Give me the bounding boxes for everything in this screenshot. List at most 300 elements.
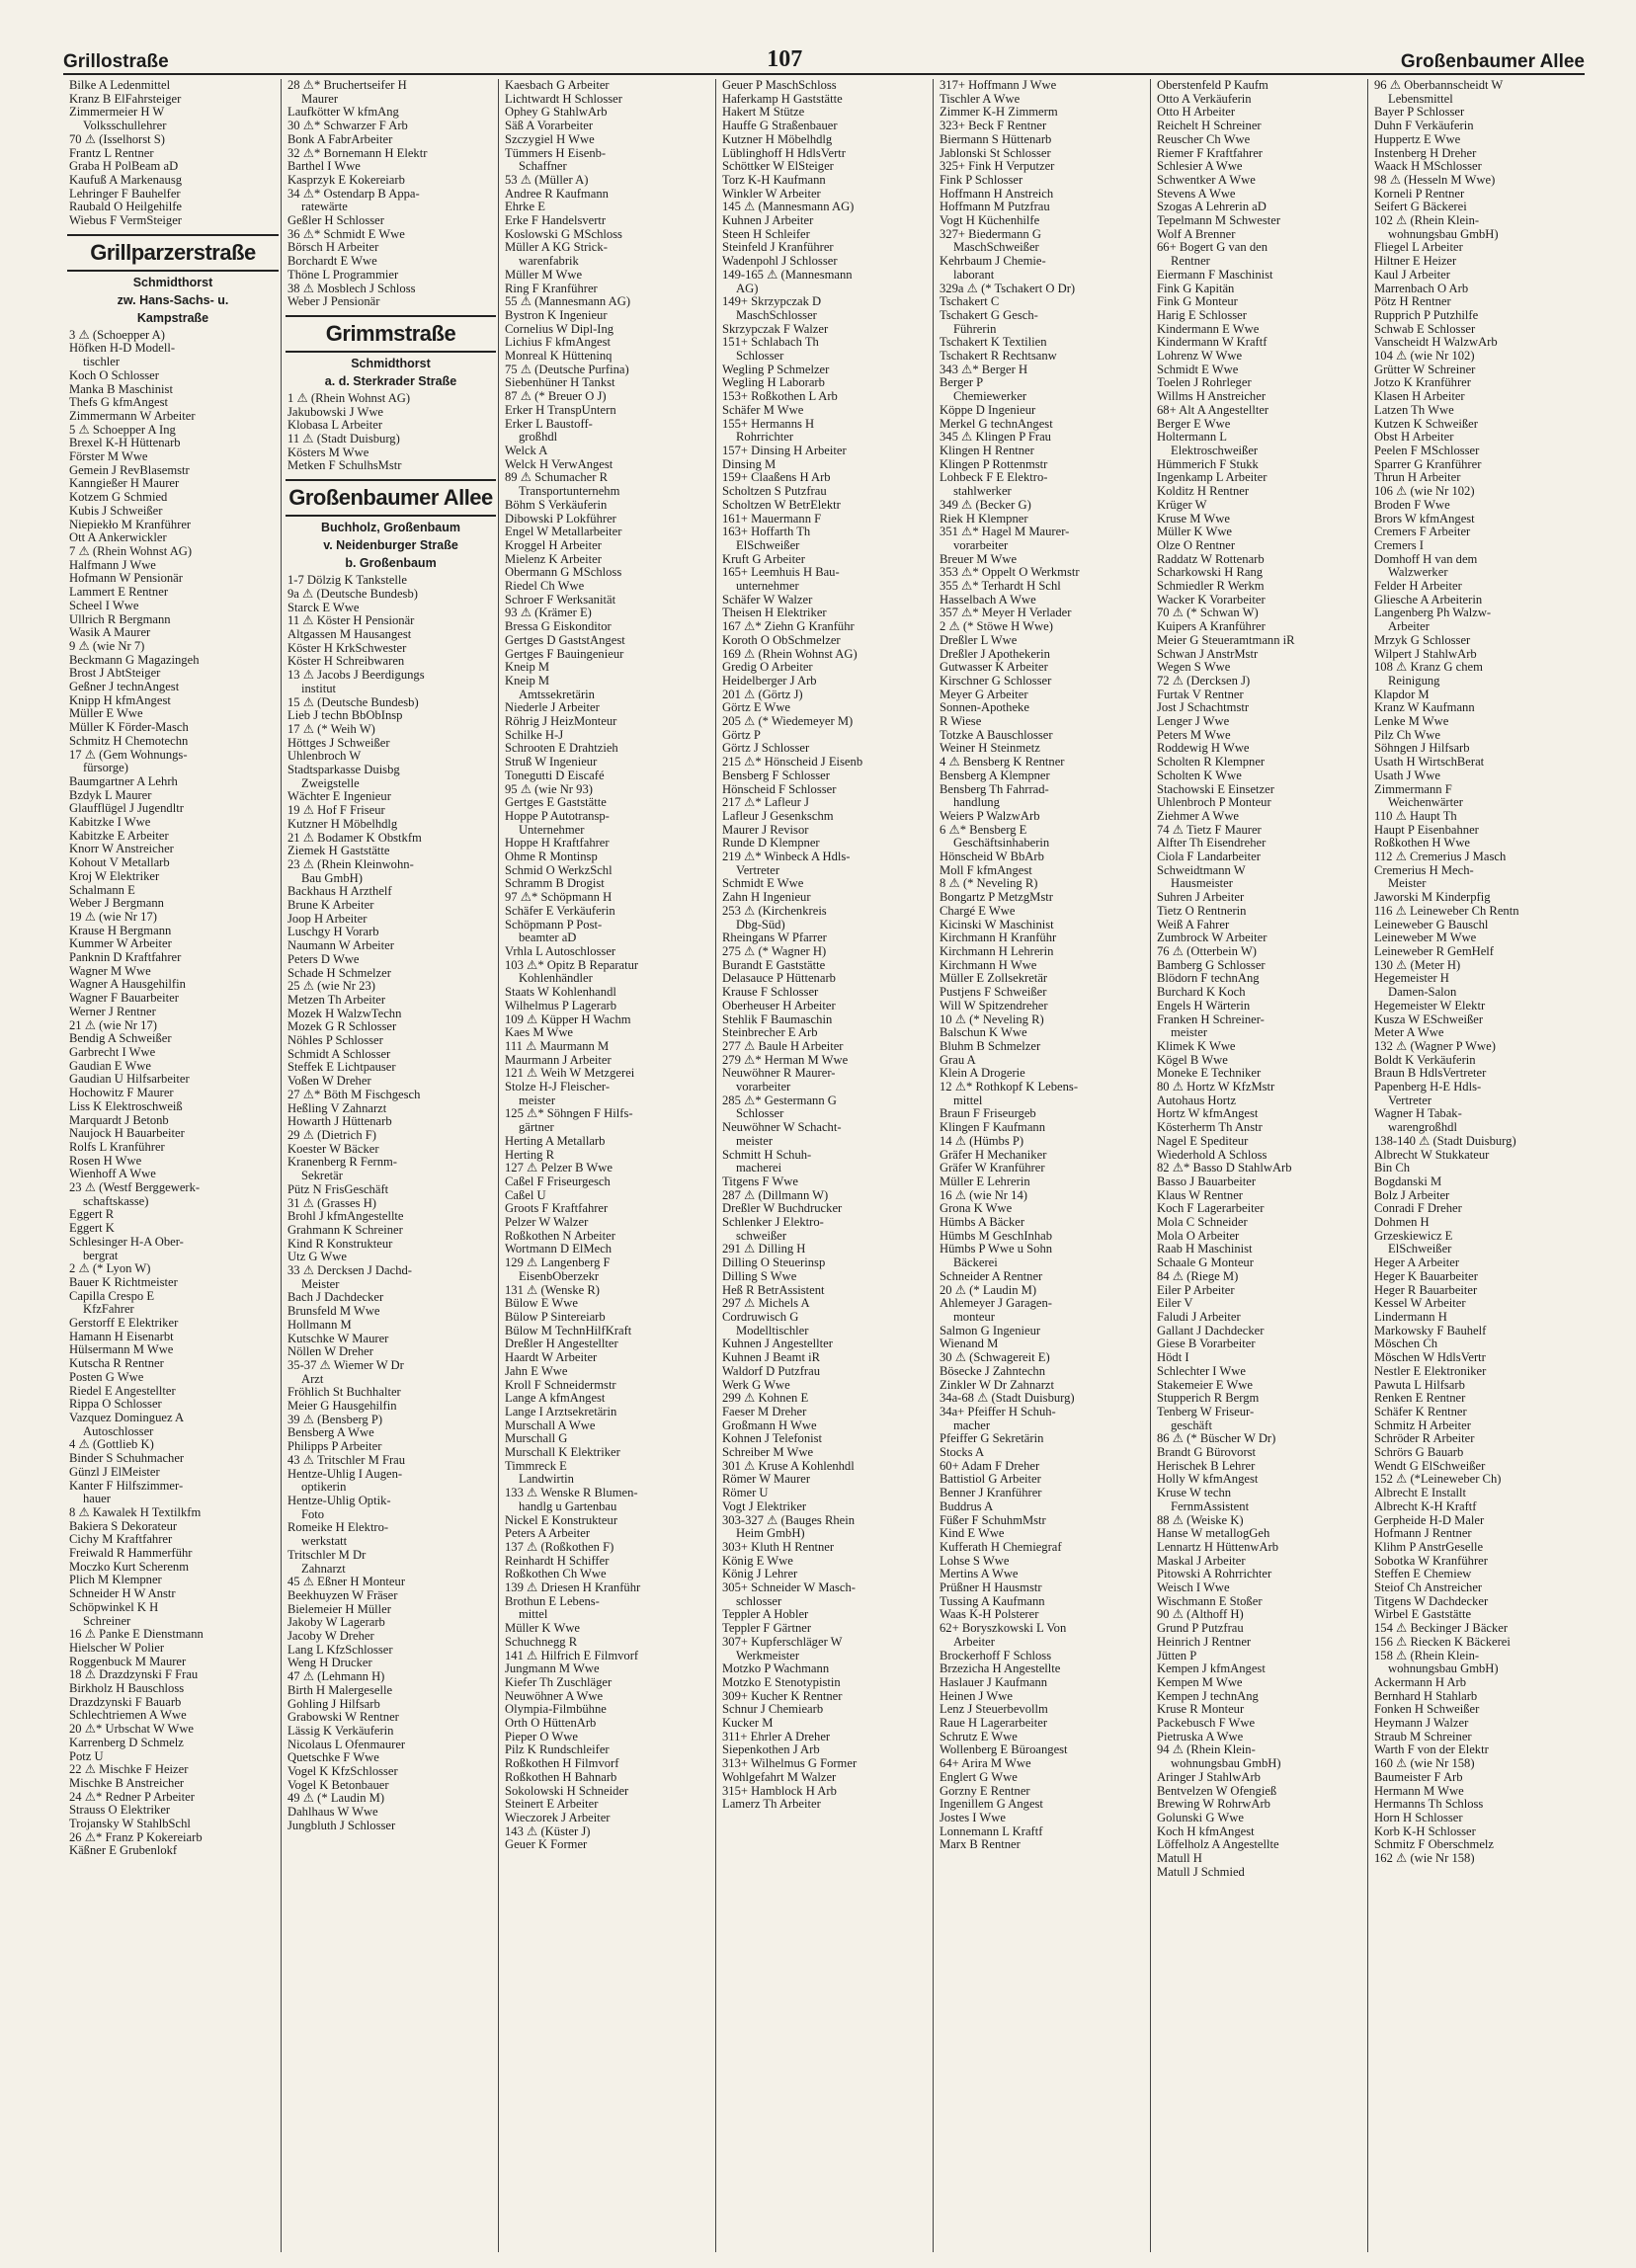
directory-entry: Schmidt E Wwe: [1157, 362, 1239, 376]
directory-entry: Starck E Wwe: [287, 600, 360, 614]
directory-entry: Käßner E Grubenlokf: [69, 1843, 178, 1858]
directory-entry: 152 ⚠ (*Leineweber Ch): [1374, 1472, 1502, 1487]
directory-entry: 36 ⚠* Schmidt E Wwe: [287, 226, 405, 241]
entry-continuation: Bau GmbH): [301, 870, 363, 885]
directory-entry: Waas K-H Polsterer: [940, 1607, 1039, 1622]
directory-entry: Grahmann K Schreiner: [287, 1222, 403, 1237]
directory-entry: Nöhles P Schlosser: [287, 1033, 383, 1048]
directory-entry: Schöpwinkel K H: [69, 1599, 159, 1614]
entry-continuation: monteur: [953, 1309, 995, 1324]
directory-entry: 87 ⚠ (* Breuer O J): [505, 389, 607, 404]
directory-entry: Naujock H Bauarbeiter: [69, 1126, 185, 1141]
directory-entry: Hödt I: [1157, 1350, 1189, 1365]
directory-entry: Salmon G Ingenieur: [940, 1323, 1041, 1337]
directory-entry: Schaale G Monteur: [1157, 1256, 1254, 1270]
directory-entry: 138-140 ⚠ (Stadt Duisburg): [1374, 1133, 1516, 1148]
directory-entry: Bülow M TechnHilfKraft: [505, 1323, 632, 1337]
directory-entry: Eiler V: [1157, 1296, 1193, 1311]
directory-entry: Zimmermann F: [1374, 781, 1452, 796]
directory-entry: Bzdyk L Maurer: [69, 787, 152, 802]
directory-entry: Wächter E Ingenieur: [287, 789, 391, 804]
directory-entry: Schöttker W ElSteiger: [722, 159, 834, 174]
entry-continuation: Lebensmittel: [1388, 91, 1453, 106]
directory-entry: 14 ⚠ (Hümbs P): [940, 1133, 1024, 1148]
directory-entry: Knorr W Anstreicher: [69, 842, 174, 856]
directory-entry: Pelzer W Walzer: [505, 1215, 589, 1230]
entry-continuation: MaschSchlosser: [736, 307, 817, 322]
entry-continuation: Vertreter: [1388, 1093, 1432, 1107]
directory-entry: Klasen H Arbeiter: [1374, 389, 1465, 404]
directory-entry: Köster H Schreibwaren: [287, 654, 405, 669]
directory-entry: Vrhla L Autoschlosser: [505, 944, 616, 958]
entry-continuation: Autoschlosser: [83, 1423, 154, 1438]
directory-entry: Bayer P Schlosser: [1374, 105, 1465, 120]
entry-continuation: Landwirtin: [519, 1472, 574, 1487]
directory-entry: Leineweber G Bauschl: [1374, 917, 1489, 932]
directory-entry: Tschakert K Textilien: [940, 335, 1047, 350]
directory-entry: Hielscher W Polier: [69, 1640, 165, 1655]
entry-continuation: Hausmeister: [1171, 876, 1233, 891]
directory-entry: Kabitzke I Wwe: [69, 815, 151, 830]
directory-entry: Suhren J Arbeiter: [1157, 890, 1245, 905]
directory-entry: Pötz H Rentner: [1374, 294, 1451, 309]
directory-entry: Merkel G technAngest: [940, 416, 1053, 431]
directory-entry: Ehrke E: [505, 200, 545, 214]
directory-entry: Winkler W Arbeiter: [722, 186, 821, 201]
directory-entry: Wegling H Laborarb: [722, 375, 825, 390]
directory-entry: Marx B Rentner: [940, 1837, 1021, 1852]
entry-continuation: Chemiewerker: [953, 389, 1027, 404]
directory-entry: 279 ⚠* Herman M Wwe: [722, 1052, 849, 1067]
directory-entry: Schlesinger H-A Ober-: [69, 1234, 184, 1249]
directory-entry: Wilhelmus P Lagerarb: [505, 998, 617, 1012]
directory-entry: Bach J Dachdecker: [287, 1290, 384, 1305]
directory-entry: Caßel F Friseurgesch: [505, 1174, 611, 1188]
directory-entry: Fröhlich St Buchhalter: [287, 1385, 401, 1400]
directory-entry: Geßler H Schlosser: [287, 213, 384, 228]
directory-entry: Duhn F Verkäuferin: [1374, 119, 1474, 133]
directory-entry: Wegling P Schmelzer: [722, 362, 830, 376]
directory-entry: Vogel K KfzSchlosser: [287, 1764, 398, 1779]
directory-entry: Huppertz E Wwe: [1374, 131, 1461, 146]
entry-continuation: Sekretär: [301, 1169, 343, 1183]
directory-entry: Steen H Schleifer: [722, 226, 810, 241]
directory-entry: Sonnen-Apotheke: [940, 700, 1029, 715]
directory-entry: Bernhard H Stahlarb: [1374, 1688, 1478, 1703]
directory-entry: 7 ⚠ (Rhein Wohnst AG): [69, 543, 193, 558]
directory-entry: Wischmann E Stoßer: [1157, 1593, 1263, 1608]
directory-entry: Matull J Schmied: [1157, 1864, 1245, 1879]
directory-entry: Cordruwisch G: [722, 1309, 799, 1324]
entry-continuation: Werkmeister: [736, 1648, 800, 1662]
directory-entry: Panknin D Kraftfahrer: [69, 950, 182, 965]
directory-entry: 215 ⚠* Hönscheid J Eisenb: [722, 755, 863, 770]
directory-entry: 9a ⚠ (Deutsche Bundesb): [287, 586, 418, 601]
directory-entry: Lieb J techn BbObInsp: [287, 708, 403, 723]
directory-entry: Pieper O Wwe: [505, 1729, 578, 1743]
directory-entry: Wiederhold A Schloss: [1157, 1147, 1268, 1162]
entry-continuation: Schlosser: [736, 1106, 784, 1121]
directory-entry: Dreßler J Apothekerin: [940, 646, 1050, 661]
directory-entry: Scholten R Klempner: [1157, 755, 1266, 770]
directory-entry: Skrzypczak F Walzer: [722, 321, 829, 336]
directory-entry: Lang L KfzSchlosser: [287, 1642, 393, 1657]
directory-entry: Kummer W Arbeiter: [69, 936, 172, 951]
directory-entry: Weiers P WalzwArb: [940, 808, 1040, 823]
directory-entry: Albrecht W Stukkateur: [1374, 1147, 1490, 1162]
directory-entry: Scharkowski H Rang: [1157, 565, 1264, 580]
directory-entry: Motzko P Wachmann: [722, 1661, 830, 1676]
entry-continuation: macherei: [736, 1161, 782, 1175]
directory-entry: Gohling J Hilfsarb: [287, 1696, 380, 1711]
directory-entry: Niepiekło M Kranführer: [69, 517, 192, 531]
directory-entry: Meter A Wwe: [1374, 1025, 1444, 1040]
directory-entry: Lindermann H: [1374, 1309, 1447, 1324]
directory-entry: Tschakert G Gesch-: [940, 307, 1038, 322]
directory-entry: 35-37 ⚠ Wiemer W Dr: [287, 1357, 404, 1372]
directory-entry: Brunsfeld M Wwe: [287, 1304, 380, 1319]
directory-entry: Koester W Bäcker: [287, 1141, 379, 1156]
entry-continuation: wohnungsbau GmbH): [1388, 226, 1499, 241]
directory-entry: 76 ⚠ (Otterbein W): [1157, 944, 1257, 958]
directory-entry: 80 ⚠ Hortz W KfzMstr: [1157, 1080, 1275, 1094]
street-location: v. Neidenburger Straße: [323, 538, 458, 553]
directory-entry: Rosen H Wwe: [69, 1153, 142, 1168]
directory-entry: Ingenillem G Angest: [940, 1797, 1043, 1812]
entry-continuation: Kohlenhändler: [519, 971, 593, 986]
directory-entry: Bluhm B Schmelzer: [940, 1038, 1041, 1053]
directory-entry: Jakoby W Lagerarb: [287, 1615, 385, 1630]
directory-entry: 70 ⚠ (Isselhorst S): [69, 131, 165, 146]
directory-entry: Aringer J StahlwArb: [1157, 1769, 1261, 1784]
directory-entry: Klingen F Kaufmann: [940, 1120, 1046, 1135]
directory-entry: 297 ⚠ Michels A: [722, 1296, 810, 1311]
directory-entry: Gräfer W Kranführer: [940, 1161, 1045, 1175]
directory-entry: Kehrbaum J Chemie-: [940, 254, 1046, 269]
directory-entry: 201 ⚠ (Görtz J): [722, 687, 803, 701]
directory-entry: Zimmermeier H W: [69, 105, 165, 120]
directory-entry: 323+ Beck F Rentner: [940, 119, 1047, 133]
directory-entry: 4 ⚠ Bensberg K Rentner: [940, 755, 1065, 770]
directory-entry: Hanse W metallogGeh: [1157, 1526, 1270, 1541]
column-3: [498, 79, 715, 2252]
directory-entry: Riek H Klempner: [940, 511, 1028, 526]
directory-entry: Großmann H Wwe: [722, 1418, 817, 1432]
directory-entry: Bressa G Eiskonditor: [505, 619, 612, 634]
directory-entry: Neuwöhner A Wwe: [505, 1688, 604, 1703]
directory-entry: Pütz N FrisGeschäft: [287, 1181, 389, 1196]
entry-continuation: Elektroschweißer: [1171, 443, 1259, 457]
directory-entry: Kroll F Schneidermstr: [505, 1377, 616, 1392]
entry-continuation: Dbg-Süd): [736, 917, 785, 932]
directory-entry: Uhlenbroch P Monteur: [1157, 795, 1271, 810]
directory-entry: Latzen Th Wwe: [1374, 402, 1454, 417]
directory-entry: 315+ Hamblock H Arb: [722, 1783, 837, 1798]
directory-entry: Marrenbach O Arb: [1374, 281, 1469, 295]
directory-entry: 62+ Boryszkowski L Von: [940, 1621, 1067, 1636]
directory-entry: Grütter W Schreiner: [1374, 362, 1476, 376]
directory-entry: 70 ⚠ (* Schwan W): [1157, 606, 1259, 620]
directory-entry: Hamann H Eisenarbt: [69, 1329, 174, 1343]
directory-entry: Romeike H Elektro-: [287, 1520, 389, 1535]
directory-entry: 104 ⚠ (wie Nr 102): [1374, 349, 1475, 364]
entry-continuation: FernmAssistent: [1171, 1498, 1250, 1513]
directory-entry: Zimmer K-H Zimmerm: [940, 105, 1058, 120]
directory-entry: Peters D Wwe: [287, 951, 360, 966]
directory-entry: Garbrecht I Wwe: [69, 1045, 156, 1059]
entry-continuation: bergrat: [83, 1248, 119, 1262]
directory-entry: Meier G Hausgehilfin: [287, 1399, 397, 1414]
directory-entry: Müller E Zollsekretär: [940, 971, 1048, 986]
directory-entry: Drazdzynski F Bauarb: [69, 1694, 182, 1709]
directory-entry: Benner J Kranführer: [940, 1486, 1042, 1500]
directory-entry: Stevens A Wwe: [1157, 186, 1236, 201]
directory-entry: 139 ⚠ Driesen H Kranführ: [505, 1580, 641, 1595]
directory-entry: Maurer J Revisor: [722, 822, 809, 837]
directory-entry: 149-165 ⚠ (Mannesmann: [722, 267, 853, 282]
directory-entry: Brandt G Bürovorst: [1157, 1445, 1257, 1460]
entry-continuation: wohnungsbau GmbH): [1388, 1661, 1499, 1676]
directory-entry: Scholtzen W BetrElektr: [722, 497, 841, 512]
directory-entry: Stolze H-J Fleischer-: [505, 1080, 611, 1094]
directory-entry: Jostes I Wwe: [940, 1811, 1006, 1824]
directory-entry: Hollmann M: [287, 1317, 352, 1332]
directory-entry: Börsch H Arbeiter: [287, 240, 379, 255]
directory-entry: Löffelholz A Angestellte: [1157, 1837, 1279, 1852]
directory-entry: 313+ Wilhelmus G Former: [722, 1756, 858, 1771]
directory-entry: Cornelius W Dipl-Ing: [505, 321, 614, 336]
directory-entry: Welck A: [505, 443, 548, 457]
directory-entry: 49 ⚠ (* Laudin M): [287, 1791, 385, 1806]
directory-entry: 11 ⚠ (Stadt Duisburg): [287, 432, 400, 446]
entry-continuation: Transportunternehm: [519, 484, 620, 499]
directory-entry: Förster M Wwe: [69, 449, 148, 464]
directory-entry: Roßkothen H Wwe: [1374, 836, 1471, 850]
directory-entry: Schweidtmann W: [1157, 862, 1246, 877]
directory-entry: Willms H Anstreicher: [1157, 389, 1267, 404]
directory-entry: 39 ⚠ (Bensberg P): [287, 1412, 383, 1426]
directory-entry: Bensberg A Wwe: [287, 1425, 374, 1440]
directory-entry: 23 ⚠ (Rhein Kleinwohn-: [287, 856, 414, 871]
directory-entry: 21 ⚠ (wie Nr 17): [69, 1017, 157, 1032]
directory-entry: Wagner H Tabak-: [1374, 1106, 1462, 1121]
directory-entry: Lenger J Wwe: [1157, 714, 1230, 729]
directory-entry: Rheingans W Pfarrer: [722, 931, 827, 945]
directory-entry: Roßkothen H Filmvorf: [505, 1756, 619, 1771]
directory-entry: Hortz W kfmAngest: [1157, 1106, 1259, 1121]
directory-entry: 15 ⚠ (Deutsche Bundesb): [287, 694, 419, 709]
directory-entry: 22 ⚠ Mischke F Heizer: [69, 1762, 189, 1777]
directory-entry: Schreiber M Wwe: [722, 1445, 814, 1460]
directory-entry: Bülow P Sintereiarb: [505, 1309, 606, 1324]
directory-entry: 19 ⚠ Hof F Friseur: [287, 803, 385, 818]
directory-entry: Albrecht E Installt: [1374, 1486, 1467, 1500]
directory-entry: Vazquez Dominguez A: [69, 1410, 185, 1424]
directory-entry: Pietruska A Wwe: [1157, 1729, 1244, 1743]
directory-entry: Lichius F kfmAngest: [505, 335, 612, 350]
directory-entry: Reinhardt H Schiffer: [505, 1553, 610, 1568]
directory-entry: Kögel B Wwe: [1157, 1052, 1228, 1067]
directory-entry: Engels H Wärterin: [1157, 998, 1251, 1012]
directory-entry: Mola O Arbeiter: [1157, 1228, 1240, 1243]
directory-entry: Kösterherm Th Anstr: [1157, 1120, 1263, 1135]
directory-entry: Kirchmann H Kranführ: [940, 931, 1057, 945]
entry-continuation: institut: [301, 681, 336, 695]
directory-entry: 29 ⚠ (Dietrich F): [287, 1128, 376, 1142]
directory-entry: Bentvelzen W Ofengieß: [1157, 1783, 1277, 1798]
directory-entry: Görtz J Schlosser: [722, 741, 810, 756]
directory-entry: Murschall G: [505, 1431, 568, 1446]
directory-entry: Söhngen J Hilfsarb: [1374, 741, 1470, 756]
entry-continuation: EisenbOberzekr: [519, 1268, 600, 1283]
directory-entry: Papenberg H-E Hdls-: [1374, 1080, 1482, 1094]
directory-entry: Haardt W Arbeiter: [505, 1350, 598, 1365]
directory-entry: Luschgy H Vorarb: [287, 925, 379, 939]
directory-entry: Schwentker A Wwe: [1157, 172, 1256, 187]
directory-entry: Chargé E Wwe: [940, 903, 1016, 918]
directory-entry: Heger R Bauarbeiter: [1374, 1282, 1478, 1297]
directory-entry: Fink G Monteur: [1157, 294, 1238, 309]
directory-entry: Bin Ch: [1374, 1161, 1411, 1175]
directory-entry: Stehlik F Baumaschin: [722, 1012, 833, 1026]
directory-entry: Andree R Kaufmann: [505, 186, 609, 201]
directory-entry: 141 ⚠ Hilfrich E Filmvorf: [505, 1648, 639, 1662]
directory-entry: Otto A Verkäuferin: [1157, 91, 1252, 106]
directory-entry: Knipp H kfmAngest: [69, 692, 171, 707]
entry-continuation: Amtssekretärin: [519, 687, 595, 701]
directory-entry: Naumann W Arbeiter: [287, 938, 394, 953]
directory-entry: Kösters M Wwe: [287, 445, 369, 459]
directory-entry: 106 ⚠ (wie Nr 102): [1374, 484, 1475, 499]
directory-entry: Schnur J Chemiearb: [722, 1702, 824, 1717]
directory-entry: Dreßler L Wwe: [940, 632, 1018, 647]
directory-entry: Kroggel H Arbeiter: [505, 537, 602, 552]
directory-entry: Kutschke W Maurer: [287, 1331, 389, 1345]
directory-entry: Schwab E Schlosser: [1374, 321, 1476, 336]
directory-entry: Klaus W Rentner: [1157, 1187, 1243, 1202]
directory-entry: Kranz B ElFahrsteiger: [69, 91, 182, 106]
entry-continuation: Modelltischler: [736, 1323, 809, 1337]
entry-continuation: Damen-Salon: [1388, 985, 1457, 1000]
directory-entry: Schäfer E Verkäuferin: [505, 903, 615, 918]
street-location: Schmidthorst: [351, 356, 431, 370]
directory-entry: 149+ Skrzypczak D: [722, 294, 822, 309]
entry-continuation: Arzt: [301, 1371, 324, 1386]
directory-entry: Usath J Wwe: [1374, 768, 1440, 782]
directory-entry: Weng H Drucker: [287, 1656, 372, 1670]
directory-entry: Geuer K Former: [505, 1837, 588, 1852]
directory-entry: Mrzyk G Schlosser: [1374, 632, 1471, 647]
directory-entry: Hönscheid F Schlosser: [722, 781, 837, 796]
directory-entry: Gorzny E Rentner: [940, 1783, 1030, 1798]
street-heading: Großenbaumer Allee: [286, 479, 496, 517]
column-2: [281, 79, 498, 2252]
directory-entry: Schilke H-J: [505, 727, 564, 742]
directory-entry: 18 ⚠ Drazdzynski F Frau: [69, 1667, 199, 1682]
directory-entry: Golunski G Wwe: [1157, 1811, 1244, 1824]
directory-entry: Rupprich P Putzhilfe: [1374, 307, 1479, 322]
directory-entry: Struß W Ingenieur: [505, 755, 598, 770]
directory-entry: 75 ⚠ (Deutsche Purfina): [505, 362, 629, 376]
directory-entry: Wagner M Wwe: [69, 963, 151, 978]
directory-entry: Hümmerich F Stukk: [1157, 456, 1259, 471]
directory-entry: Berger P: [940, 375, 984, 390]
directory-entry: 2 ⚠ (* Stöwe H Wwe): [940, 619, 1053, 634]
directory-entry: Nagel E Spediteur: [1157, 1133, 1249, 1148]
directory-entry: 163+ Hoffarth Th: [722, 525, 811, 539]
page-number: 107: [767, 46, 803, 72]
directory-entry: Sparrer G Kranführer: [1374, 456, 1482, 471]
entry-continuation: Zahnarzt: [301, 1561, 346, 1576]
directory-entry: Potz U: [69, 1748, 104, 1763]
directory-entry: Caßel U: [505, 1187, 546, 1202]
directory-entry: 103 ⚠* Opitz B Reparatur: [505, 957, 639, 972]
directory-entry: 253 ⚠ (Kirchenkreis: [722, 903, 827, 918]
directory-entry: Böhm S Verkäuferin: [505, 497, 608, 512]
directory-entry: 30 ⚠* Schwarzer F Arb: [287, 119, 408, 133]
directory-entry: Tschakert R Rechtsanw: [940, 349, 1057, 364]
entry-continuation: meister: [736, 1133, 774, 1148]
directory-entry: Kruft G Arbeiter: [722, 551, 805, 566]
directory-entry: Haslauer J Kaufmann: [940, 1674, 1048, 1689]
directory-entry: Schröder R Arbeiter: [1374, 1431, 1475, 1446]
directory-entry: Graba H PolBeam aD: [69, 159, 179, 174]
directory-entry: 23 ⚠ (Westf Berggewerk-: [69, 1180, 201, 1195]
directory-entry: Voßen W Dreher: [287, 1074, 371, 1089]
directory-entry: Cremers F Arbeiter: [1374, 525, 1471, 539]
directory-entry: Hoffmann M Putzfrau: [940, 200, 1050, 214]
directory-entry: Raue H Lagerarbeiter: [940, 1716, 1048, 1731]
directory-entry: 93 ⚠ (Krämer E): [505, 606, 592, 620]
running-head-left: Grillostraße: [63, 51, 169, 72]
directory-entry: Neuwöhner R Maurer-: [722, 1066, 836, 1081]
directory-entry: Dreßler W Buchdrucker: [722, 1201, 843, 1216]
entry-continuation: Zweigstelle: [301, 775, 360, 790]
directory-entry: Kicinski W Maschinist: [940, 917, 1054, 932]
directory-entry: Dilling O Steuerinsp: [722, 1256, 826, 1270]
directory-entry: Kohout V Metallarb: [69, 855, 170, 870]
directory-entry: 154 ⚠ Beckinger J Bäcker: [1374, 1621, 1509, 1636]
directory-entry: König E Wwe: [722, 1553, 793, 1568]
directory-entry: Hentze-Uhlig I Augen-: [287, 1466, 403, 1481]
directory-entry: Schmidt E Wwe: [722, 876, 804, 891]
directory-entry: Posten G Wwe: [69, 1369, 144, 1384]
street-location: zw. Hans-Sachs- u.: [117, 292, 229, 307]
directory-entry: Koroth O ObSchmelzer: [722, 632, 841, 647]
directory-entry: Obst H Arbeiter: [1374, 430, 1454, 445]
directory-entry: 277 ⚠ Baule H Arbeiter: [722, 1038, 844, 1053]
directory-entry: Raab H Maschinist: [1157, 1242, 1253, 1256]
directory-entry: Berger E Wwe: [1157, 416, 1231, 431]
directory-entry: Blödorn F technAng: [1157, 971, 1260, 986]
directory-entry: Staats W Kohlenhandl: [505, 985, 616, 1000]
directory-entry: 12 ⚠* Rothkopf K Lebens-: [940, 1080, 1079, 1094]
directory-entry: Müller E Lehrerin: [940, 1174, 1030, 1188]
directory-entry: Lenz J Steuerbevollm: [940, 1702, 1048, 1717]
directory-entry: Erker L Baustoff-: [505, 416, 593, 431]
directory-entry: Gertges D GaststAngest: [505, 632, 625, 647]
directory-entry: Dilling S Wwe: [722, 1268, 797, 1283]
directory-entry: 145 ⚠ (Mannesmann AG): [722, 200, 855, 214]
directory-entry: 121 ⚠ Weih W Metzgerei: [505, 1066, 635, 1081]
directory-entry: 303-327 ⚠ (Bauges Rhein: [722, 1512, 856, 1527]
directory-entry: Gertges E Gaststätte: [505, 795, 607, 810]
directory-entry: Lüblinghoff H HdlsVertr: [722, 145, 846, 160]
entry-continuation: schaftskasse): [83, 1193, 149, 1208]
directory-entry: Brzezicha H Angestellte: [940, 1661, 1061, 1676]
entry-continuation: ElSchweißer: [736, 537, 800, 552]
directory-entry: Battistiol G Arbeiter: [940, 1472, 1041, 1487]
